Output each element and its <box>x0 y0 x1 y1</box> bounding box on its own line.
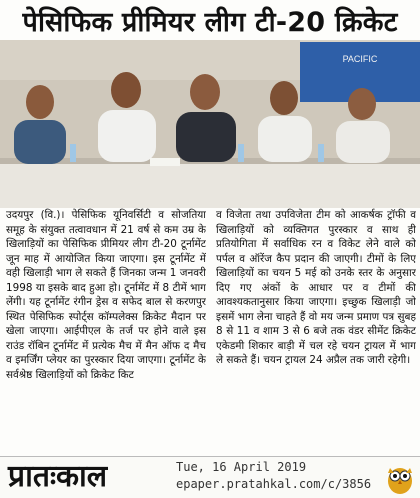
headline: पेसिफिक प्रीमियर लीग टी-20 क्रिकेट <box>22 6 398 38</box>
article-column-1 <box>6 208 206 456</box>
article-column-2 <box>216 208 416 456</box>
article-body <box>6 208 416 456</box>
owl-icon <box>384 461 416 495</box>
banner-text: PACIFIC <box>342 54 378 64</box>
epaper-url[interactable]: epaper.pratahkal.com/c/3856 <box>176 477 372 491</box>
publication-date: Tue, 16 April 2019 <box>176 460 307 474</box>
footer <box>0 456 420 498</box>
news-photo <box>0 40 420 208</box>
photo-illustration <box>0 40 420 208</box>
newspaper-logo: प्रातःकाल <box>8 459 108 494</box>
article-text-1: उदयपुर (वि.)। पेसिफिक यूनिवर्सिटी व सोजतिया समूह के संयुक्त तत्वावधान में 21 वर्ष से कम उम्र के खिलाड़ियों का पेसिफिक प्रीमियर लीग टी-20 टूर्नामेंट जून माह में आयोजित किया जाएगा। इस टूर्नामेंट में वही खिलाड़ी भाग ले सकते हैं जिनका जन्म 1 जनवरी 1998 या इसके बाद हुआ हो। टूर्नामेंट में 8 टीमें भाग लेंगी। यह टूर्नामेंट रंगीन ड्रेस व सफेद बाल से करणपुर स्थित पेसिफिक स्पोर्ट्स कॉम्पलेक्स क्रिकेट मैदान पर खेला जाएगा। आईपीएल के तर्ज पर होने वाले इस राउंड रॉबिन टूर्नामेंट में प्रत्येक मैच में मैन ऑफ द मैच व इमर्जिंग प्लेयर का पुरस्कार दिया जाएगा। टूर्नामेंट के सर्वश्रेष्ठ खिलाड़ियों को क्रिकेट किट <box>6 209 206 381</box>
article-text-2: व विजेता तथा उपविजेता टीम को आकर्षक ट्रॉफी व खिलाड़ियों को व्यक्तिगत पुरस्कार व साथ ही प्रतियोगिता में सर्वाधिक रन व विकेट लेने वाले को पर्पल व ऑरेंज कैप प्रदान की जाएगी। टीमों के लिए खिलाड़ियों का चयन 5 मई को उनके स्तर के अनुसार दिए गए अंकों के आधार पर व टीमों की आवश्यकतानुसार किया जाएगा। इच्छुक खिलाड़ी जो इसमें भाग लेना चाहते हैं वो मय जन्म प्रमाण पत्र सुबह 8 से 11 व शाम 3 से 6 बजे तक वंडर सीमेंट क्रिकेट एकेडमी शिकार बाड़ी में चल रहे चयन ट्रायल में भाग ले सकते हैं। चयन ट्रायल 24 अप्रैल तक जारी रहेगी। <box>216 209 416 366</box>
